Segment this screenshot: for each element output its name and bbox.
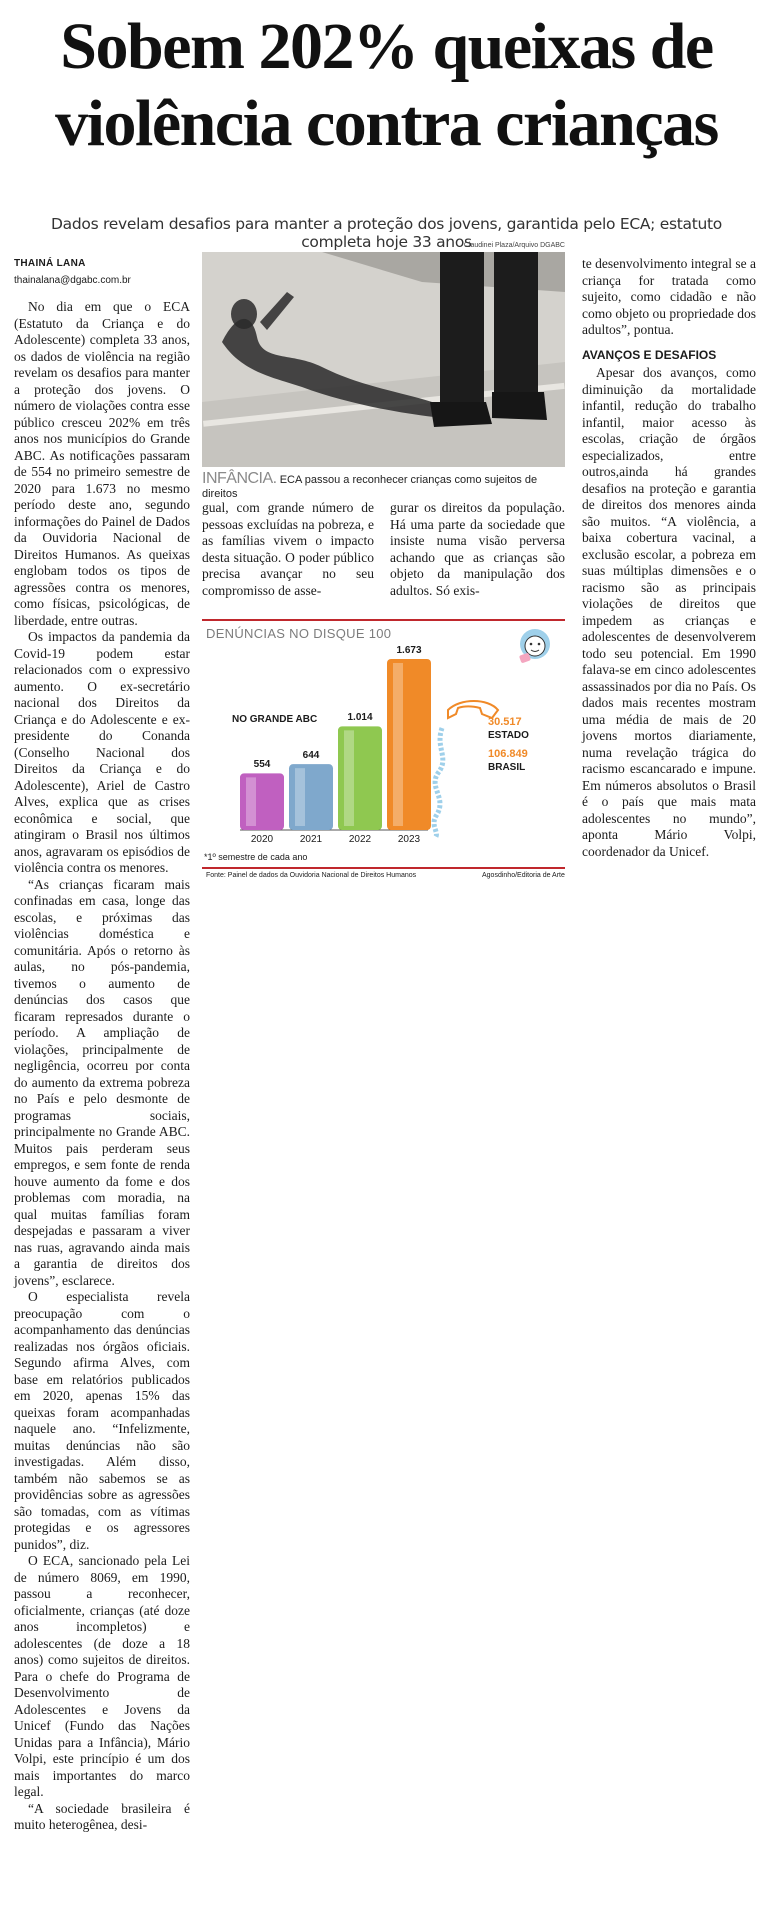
stat-estado-label: ESTADO	[488, 730, 529, 741]
bar-highlight	[246, 777, 256, 826]
paragraph: gual, com grande número de pessoas excluídas na pobreza, e as famílias vivem o impacto desta situação. O poder público precisa avançar no seu compromisso de asse-	[202, 500, 374, 598]
headline-line-1: Sobem 202% queixas de	[60, 10, 713, 83]
author-name: THAINÁ LANA	[14, 258, 86, 269]
value-label: 1.673	[396, 644, 422, 656]
headline	[14, 8, 759, 162]
paragraph: “A sociedade brasileira é muito heterogênea, desi-	[14, 1800, 190, 1832]
subtitle: Dados revelam desafios para manter a proteção dos jovens, garantida pelo ECA; estatuto completa hoje 33 anos	[51, 215, 722, 251]
category-label: 2023	[397, 834, 421, 845]
category-label: 2020	[250, 834, 274, 845]
chart-art-credit: Agosdinho/Editoria de Arte	[482, 872, 565, 879]
caption-text: ECA passou a reconhecer crianças como sujeitos de direitos	[202, 474, 538, 500]
chart-title: DENÚNCIAS NO DISQUE 100	[206, 626, 392, 641]
paragraph: te desenvolvimento integral se a criança for tratada como sujeito, como cidadão e não como objeto ou propriedade dos adultos”, pontua.	[582, 256, 756, 337]
photo-illustration	[202, 252, 565, 467]
stat-estado-value: 30.517	[488, 716, 522, 728]
value-label: 644	[302, 750, 320, 762]
paragraph: No dia em que o ECA (Estatuto da Criança e do Adolescente) completa 33 anos, os dados de violência na região revelam os desafios para manter a proteção dos jovens. O número de violações contra esse público cresceu 202% em três anos nos municípios do Grande ABC. As notificações passaram de 554 no primeiro semestre de 2020 para 1.673 no mesmo período deste ano, segundo informações do Painel de Dados da Ouvidoria Nacional de Direitos Humanos. As queixas englobam todos os tipos de agressões contra os menores, como físicas, psicológicas, de liberdade, entre outras.	[14, 299, 190, 628]
bar-highlight	[344, 730, 354, 826]
paragraph: O especialista revela preocupação com o acompanhamento das denúncias realizadas nos órgãos oficiais. Segundo afirma Alves, com base em relatórios publicados em 2020, apenas 15% das queixas foram acompanhadas naquele ano. “Infelizmente, muitas denúncias não são investigadas. Além disso, também não sabemos se as providências sobre as agressões são tomadas, com as vítimas protegidas e os agressores punidos”, diz.	[14, 1289, 190, 1552]
category-label: 2021	[299, 834, 323, 845]
article-photo	[202, 252, 565, 467]
article-column-3	[390, 500, 565, 599]
value-label: 554	[253, 759, 271, 771]
chart-source: Fonte: Painel de dados da Ouvidoria Nacional de Direitos Humanos	[206, 872, 417, 879]
headline-line-2: violência contra crianças	[55, 87, 718, 160]
paragraph: “As crianças ficaram mais confinadas em casa, longe das escolas, e próximas das violências doméstica e comunitária. Após o retorno às aulas, no pós-pandemia, tivemos o aumento de denúncias dos casos que ficaram represados durante o período. A ampliação de violações, principalmente de negligência, ocorreu por conta do aumento da extrema pobreza no País e pelo desmonte de programas sociais, principalmente no Grande ABC. Muitos pais perderam seus empregos, e sem fonte de renda houve aumento da fome e dos problemas com moradia, na qual muitas famílias foram despejadas e passaram a viver nas ruas, agravando ainda mais a garantia de direitos dos jovens”, esclarece.	[14, 876, 190, 1288]
section-heading: AVANÇOS E DESAFIOS	[582, 347, 717, 362]
paragraph: Os impactos da pandemia da Covid-19 podem estar relacionados com o expressivo aumento. O ex-secretário nacional dos Direitos da Criança e do Adolescente e ex-presidente do Conanda (Conselho Nacional dos Direitos da Criança e do Adolescente), Ariel de Castro Alves, explica que as crises econômica e social, que atingiram o Brasil nos últimos anos, agravaram os episódios de violência contra os menores.	[14, 629, 190, 875]
photo-caption	[202, 470, 565, 500]
chart-series-label: NO GRANDE ABC	[232, 714, 318, 725]
category-label: 2022	[348, 834, 372, 845]
article-column-4	[582, 256, 756, 860]
article-column-2	[202, 500, 374, 599]
photo-credit: Claudinei Plaza/Arquivo DGABC	[463, 242, 565, 249]
caption-keyword: INFÂNCIA.	[202, 470, 277, 487]
author-email[interactable]: thainalana@dgabc.com.br	[14, 274, 131, 286]
article-column-1	[14, 256, 190, 1834]
bar-highlight	[393, 663, 403, 826]
paragraph: Apesar dos avanços, como diminuição da mortalidade infantil, redução do trabalho infantil, maior acesso às escolas, criação de órgãos especializados, entre outros,ainda há grandes desafios na proteção e garantia de direitos dos menores ainda são muitos. “A violência, a baixa cobertura vacinal, a exclusão escolar, a pobreza em suas múltiplas dimensões e o racismo são as principais violações de direitos que impedem as crianças e adolescentes de desenvolverem todo seu potencial. Em 1990 falava-se em cinco adolescentes assassinados por dia no País. Os dados mais recentes mostram uma média de mais de 20 jovens mortos diariamente, numa revelação trágica do racismo escancarado e impune. Em números absolutos o Brasil é o país que mais mata adolescentes no mundo”, aponta Mário Volpi, coordenador da Unicef.	[582, 365, 756, 859]
value-label: 1.014	[347, 712, 373, 724]
stat-brasil-value: 106.849	[488, 748, 528, 760]
chart-footnote: *1º semestre de cada ano	[204, 852, 308, 862]
chart-disque-100	[202, 618, 565, 886]
stat-brasil-label: BRASIL	[488, 762, 526, 773]
paragraph: O ECA, sancionado pela Lei de número 8069, em 1990, passou a reconhecer, oficialmente, crianças (até doze anos incompletos) e adolescentes (de doze a 18 anos) como sujeitos de direitos. Para o chefe do Programa de Desenvolvimento de Adolescentes e Jovens da Unicef (Fundo das Nações Unidas para a Infância), Mário Volpi, este princípio é um dos mais importantes do marco legal.	[14, 1553, 190, 1799]
bar-highlight	[295, 768, 305, 826]
paragraph: gurar os direitos da população. Há uma parte da sociedade que insiste numa visão perversa achando que as crianças são objeto da manipulação dos adultos. Só exis-	[390, 500, 565, 598]
